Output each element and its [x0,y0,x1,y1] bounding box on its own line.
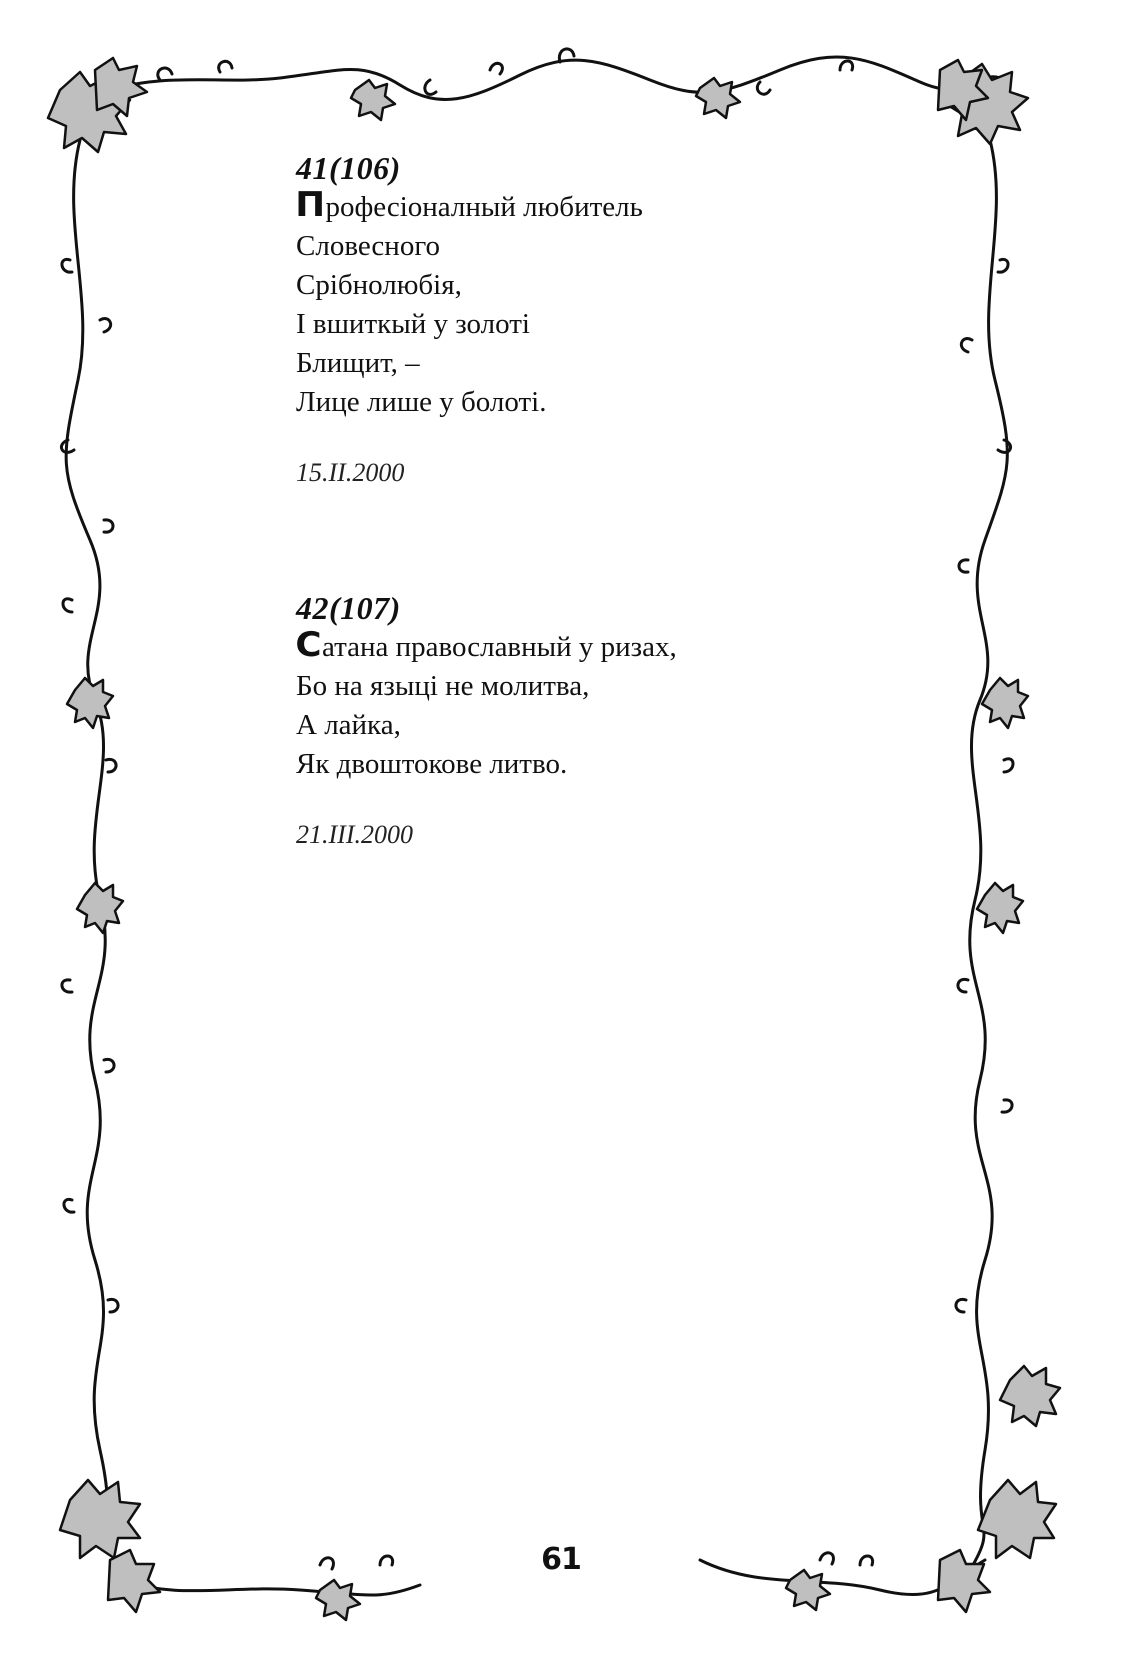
first-line-text: рофесіоналный любитель [325,191,643,223]
poem-line-2: Словесного [296,230,440,262]
drop-cap: П [295,185,326,225]
poem-number: 41(106) [296,150,401,186]
poem-line-1 [295,185,643,227]
poem-42 [296,588,677,851]
poem-number: 42(107) [296,590,401,626]
poem-41 [296,148,643,489]
poem-line-6: Лице лише у болоті. [296,386,547,418]
poem-date: 21.ІІІ.2000 [296,820,413,849]
drop-cap: С [295,625,322,665]
poem-line-3: А лайка, [296,709,401,741]
poem-date: 15.ІІ.2000 [296,458,405,487]
page-number: 61 [541,1542,581,1577]
poem-lines [295,185,643,422]
poem-lines [295,625,677,784]
poem-line-1 [295,625,677,667]
poem-line-5: Блищит, – [296,347,420,379]
first-line-text: атана православный у ризах, [321,631,677,663]
poem-line-4: Як двоштокове литво. [296,748,568,780]
poem-line-4: І вшиткый у золоті [296,308,530,340]
poem-line-3: Срібнолюбія, [296,269,462,301]
poem-line-2: Бо на языці не молитва, [296,670,590,702]
